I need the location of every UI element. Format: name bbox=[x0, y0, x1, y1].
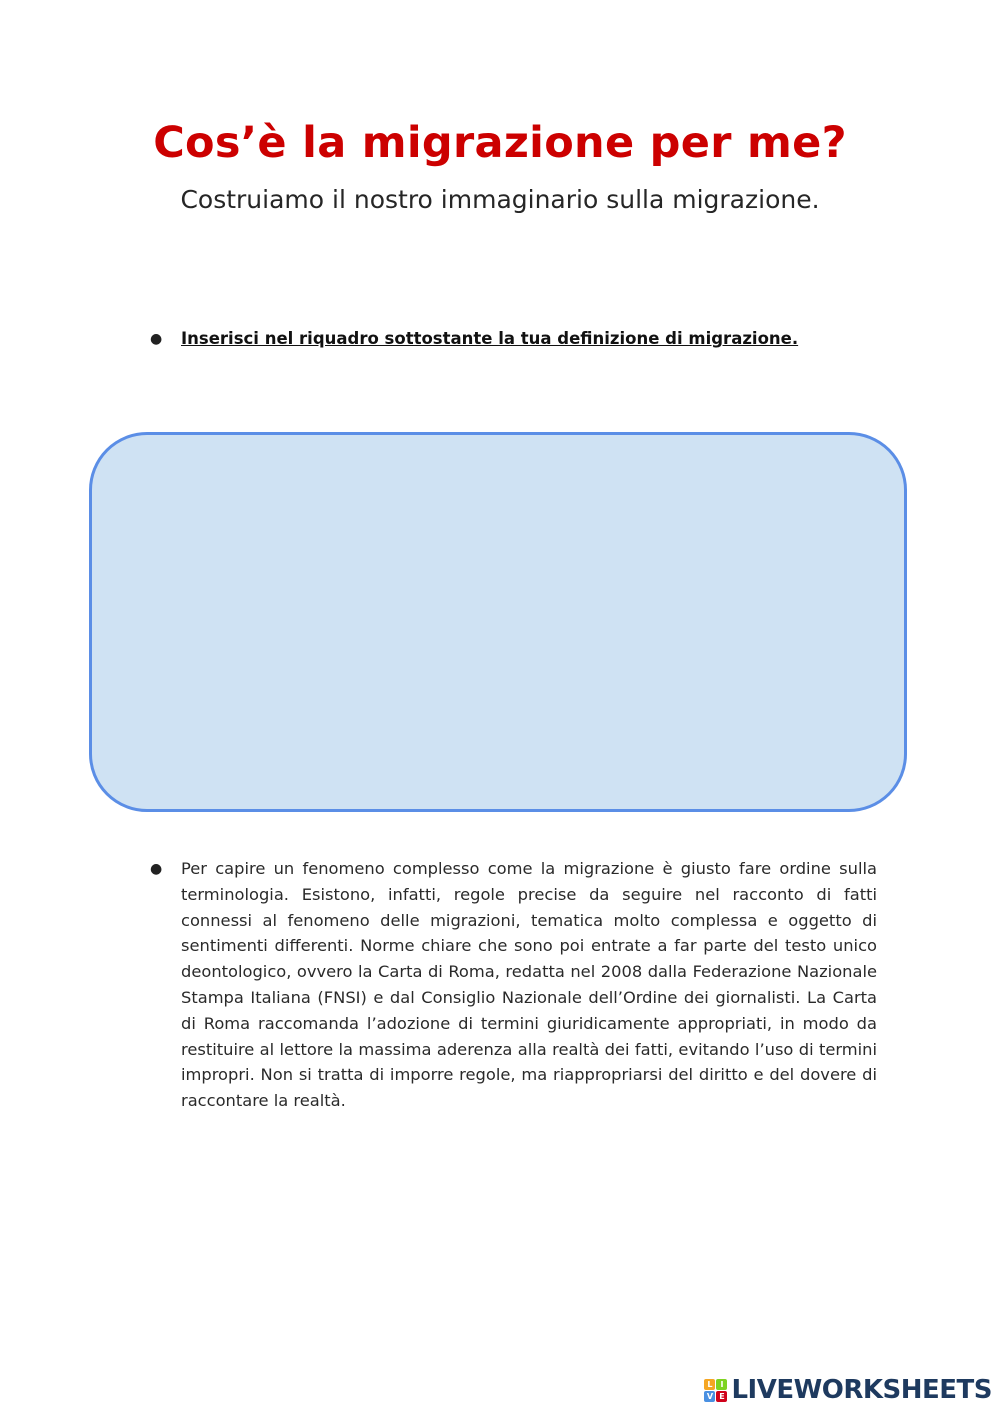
logo-letter: L bbox=[704, 1379, 715, 1390]
liveworksheets-logo-text: LIVEWORKSHEETS bbox=[731, 1375, 992, 1405]
definition-answer-box[interactable] bbox=[89, 432, 907, 812]
bullet-point: ● bbox=[150, 861, 163, 877]
worksheet-subtitle: Costruiamo il nostro immaginario sulla migrazione. bbox=[180, 185, 820, 214]
worksheet-title: Cos’è la migrazione per me? bbox=[153, 118, 847, 168]
bullet-point: ● bbox=[150, 331, 163, 347]
logo-letter: E bbox=[716, 1391, 727, 1402]
instruction-text: Inserisci nel riquadro sottostante la tua definizione di migrazione. bbox=[181, 329, 799, 348]
liveworksheets-logo bbox=[704, 1375, 992, 1405]
logo-letter: I bbox=[716, 1379, 727, 1390]
liveworksheets-logo-mark bbox=[704, 1379, 727, 1402]
logo-letter: V bbox=[704, 1391, 715, 1402]
terminology-paragraph: Per capire un fenomeno complesso come la migrazione è giusto fare ordine sulla terminologia. Esistono, infatti, regole precise da seguire nel racconto di fatti connessi al fenomeno delle migrazioni, tematica molto complessa e oggetto di sentimenti differenti. Norme chiare che sono poi entrate a far parte del testo unico deontologico, ovvero la Carta di Roma, redatta nel 2008 dalla Federazione Nazionale Stampa Italiana (FNSI) e dal Consiglio Nazionale dell’Ordine dei giornalisti. La Carta di Roma raccomanda l’adozione di termini giuridicamente appropriati, in modo da restituire al lettore la massima aderenza alla realtà dei fatti, evitando l’uso di termini impropri. Non si tratta di imporre regole, ma riappropriarsi del diritto e del dovere di raccontare la realtà. bbox=[181, 859, 877, 1111]
